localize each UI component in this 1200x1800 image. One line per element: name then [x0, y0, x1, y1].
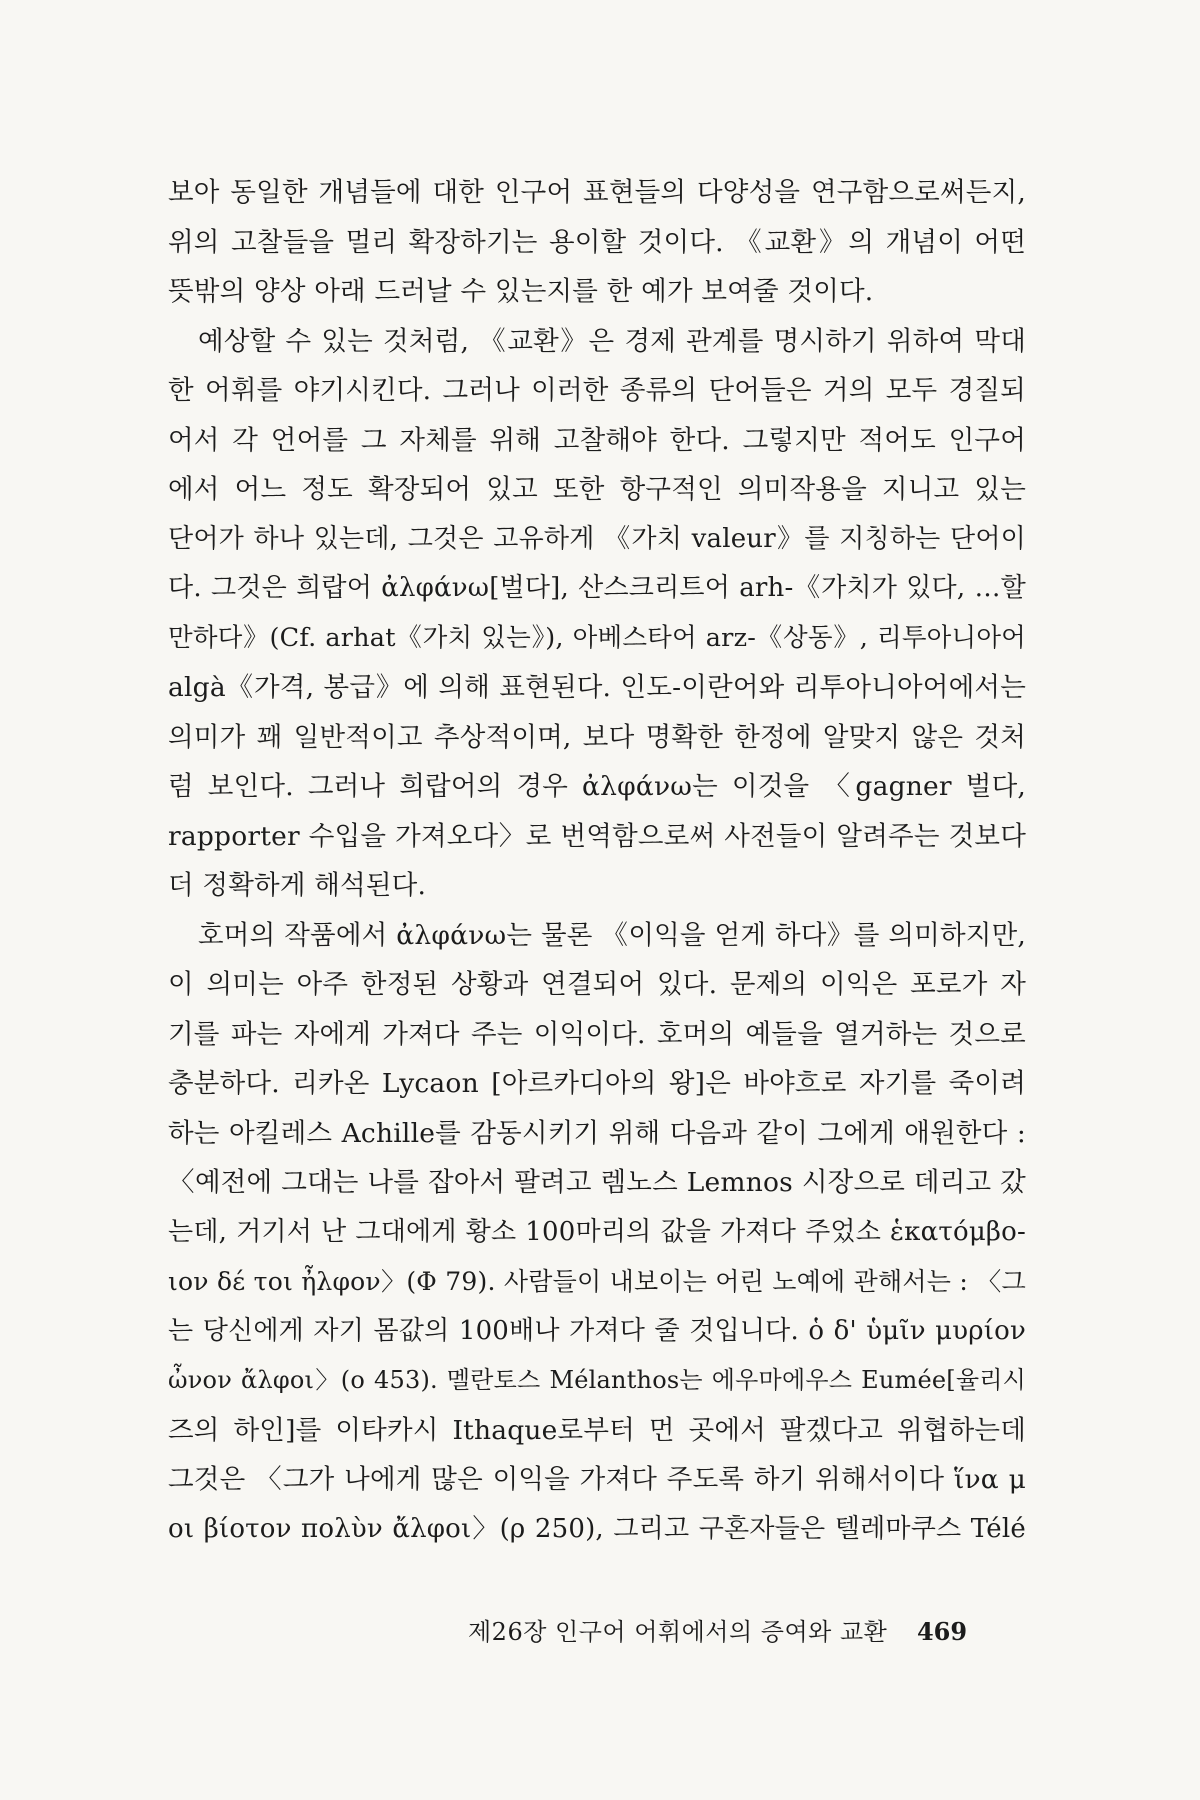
text-line: 더 정확하게 해석된다.	[168, 870, 427, 901]
running-head: 제26장 인구어 어휘에서의 증여와 교환	[468, 1618, 888, 1646]
text-line: 럼 보인다. 그러나 희랍어의 경우 ἀλφάνω는 이것을 〈gagner 벌다,	[168, 771, 1026, 802]
text-line: algà《가격, 봉급》에 의해 표현된다. 인도-이란어와 리투아니아어에서는	[168, 672, 1026, 703]
text-line: 뜻밖의 양상 아래 드러날 수 있는지를 한 예가 보여줄 것이다.	[168, 276, 874, 307]
page-number: 469	[916, 1617, 968, 1646]
text-line: 즈의 하인]를 이타카시 Ithaque로부터 먼 곳에서 팔겠다고 위협하는데	[168, 1414, 1026, 1446]
text-line: 에서 어느 정도 확장되어 있고 또한 항구적인 의미작용을 지니고 있는	[168, 474, 1026, 505]
text-line: rapporter 수입을 가져오다〉로 번역함으로써 사전들이 알려주는 것보다	[168, 820, 1026, 852]
text-line: 는데, 거기서 난 그대에게 황소 100마리의 값을 가져다 주었소 ἑκατόμβο-	[168, 1216, 1026, 1247]
text-line: 이 의미는 아주 한정된 상황과 연결되어 있다. 문제의 이익은 포로가 자	[168, 969, 1026, 1000]
text-line: 다. 그것은 희랍어 ἀλφάνω[벌다], 산스크리트어 arh-《가치가 있다, …할	[168, 573, 1026, 603]
page-footer	[468, 1612, 1028, 1652]
text-line: ὦνον ἄλφοι〉(ο 453). 멜란토스 Mélanthos는 에우마에우스 Eumée[율리시	[168, 1366, 1026, 1394]
text-line: 위의 고찰들을 멀리 확장하기는 용이할 것이다. 《교환》의 개념이 어떤	[168, 226, 1026, 258]
paragraph-start-line: 호머의 작품에서 ἀλφάνω는 물론 《이익을 얻게 하다》를 의미하지만,	[198, 919, 1026, 951]
text-line: 는 당신에게 자기 몸값의 100배나 가져다 줄 것입니다. ὁ δ' ὑμῖν μυρίον	[168, 1315, 1026, 1346]
text-line: οι βίοτον πολὺν ἄλφοι〉(ρ 250), 그리고 구혼자들은 텔레마쿠스 Télé	[168, 1513, 1026, 1544]
text-line: 만하다》(Cf. arhat《가치 있는》), 아베스타어 arz-《상동》, 리투아니아어	[168, 622, 1026, 653]
text-line: 〈예전에 그대는 나를 잡아서 팔려고 렘노스 Lemnos 시장으로 데리고 갔	[168, 1167, 1026, 1198]
paragraph-start-line: 예상할 수 있는 것처럼, 《교환》은 경제 관계를 명시하기 위하여 막대	[198, 325, 1026, 357]
text-line: 어서 각 언어를 그 자체를 위해 고찰해야 한다. 그렇지만 적어도 인구어	[168, 424, 1026, 456]
text-line: 의미가 꽤 일반적이고 추상적이며, 보다 명확한 한정에 알맞지 않은 것처	[168, 721, 1026, 753]
body-text	[168, 168, 1026, 1554]
text-line: 단어가 하나 있는데, 그것은 고유하게 《가치 valeur》를 지칭하는 단어이	[168, 523, 1026, 554]
text-line: 기를 파는 자에게 가져다 주는 이익이다. 호머의 예들을 열거하는 것으로	[168, 1018, 1026, 1050]
text-line: ιον δέ τοι ἦλφον〉(Φ 79). 사람들이 내보이는 어린 노예에 관해서는 : 〈그	[168, 1267, 1026, 1296]
text-line: 하는 아킬레스 Achille를 감동시키기 위해 다음과 같이 그에게 애원한다 :	[168, 1117, 1026, 1149]
text-line: 그것은 〈그가 나에게 많은 이익을 가져다 주도록 하기 위해서이다 ἵνα μ	[168, 1464, 1026, 1495]
text-line: 보아 동일한 개념들에 대한 인구어 표현들의 다양성을 연구함으로써든지,	[168, 177, 1026, 208]
text-line: 한 어휘를 야기시킨다. 그러나 이러한 종류의 단어들은 거의 모두 경질되	[168, 375, 1026, 406]
text-line: 충분하다. 리카온 Lycaon [아르카디아의 왕]은 바야흐로 자기를 죽이려	[168, 1068, 1026, 1099]
